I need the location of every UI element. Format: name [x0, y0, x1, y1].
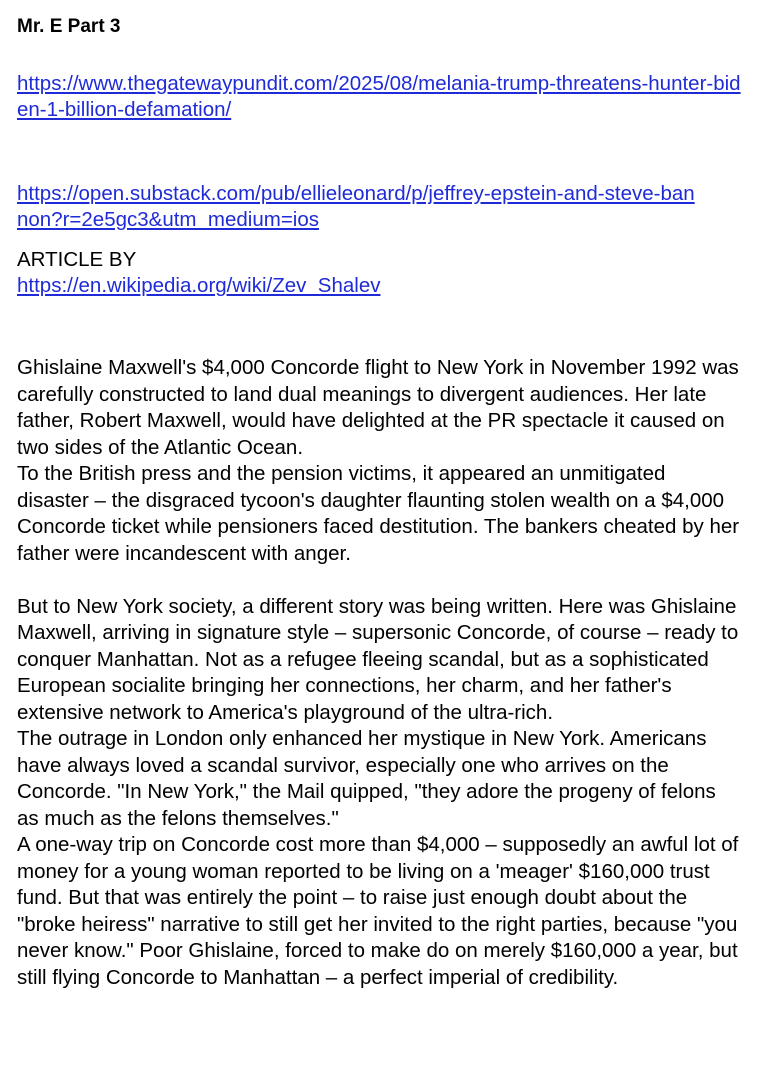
substack-link[interactable]: https://open.substack.com/pub/ellieleonard/p/jeffrey-epstein-and-steve-bannon?r=2e5gc3&utm_medium=ios — [17, 182, 695, 231]
byline — [17, 247, 747, 299]
paragraph-1: Ghislaine Maxwell's $4,000 Concorde flight to New York in November 1992 was carefully constructed to land dual meanings to divergent audiences. Her late father, Robert Maxwell, would have delighted at the PR spectacle it caused on two sides of the Atlantic Ocean. — [17, 356, 739, 459]
gatewaypundit-link[interactable]: https://www.thegatewaypundit.com/2025/08/melania-trump-threatens-hunter-biden-1-billion-defamation/ — [17, 72, 741, 121]
document-title: Mr. E Part 3 — [17, 16, 121, 37]
document-page — [17, 14, 747, 991]
paragraph-4: The outrage in London only enhanced her mystique in New York. Americans have always loved a scandal survivor, especially one who arrives on the Concorde. "In New York," the Mail quipped, "they adore the progeny of felons as much as the felons themselves." — [17, 727, 716, 830]
paragraph-2: To the British press and the pension victims, it appeared an unmitigated disaster – the disgraced tycoon's daughter flaunting stolen wealth on a $4,000 Concorde ticket while pensioners faced destitution. The bankers cheated by her father were incandescent with anger. — [17, 462, 740, 565]
paragraph-spacer — [17, 567, 747, 594]
paragraph-3: But to New York society, a different story was being written. Here was Ghislaine Maxwell, arriving in signature style – supersonic Concorde, of course – ready to conquer Manhattan. Not as a refugee fleeing scandal, but as a sophisticated European socialite bringing her connections, her charm, and her father's extensive network to America's playground of the ultra-rich. — [17, 594, 739, 724]
wikipedia-link[interactable]: https://en.wikipedia.org/wiki/Zev_Shalev — [17, 274, 381, 297]
paragraph-5: A one-way trip on Concorde cost more than $4,000 – supposedly an awful lot of money for a young woman reported to be living on a 'meager' $160,000 trust fund. But that was entirely the point – to raise just enough doubt about the "broke heiress" narrative to still get her invited to the right parties, because "you never know." Poor Ghislaine, forced to make do on merely $160,000 a year, but still flying Concorde to Manhattan – a perfect imperial of credibility. — [17, 833, 739, 989]
byline-label: ARTICLE BY — [17, 248, 137, 271]
